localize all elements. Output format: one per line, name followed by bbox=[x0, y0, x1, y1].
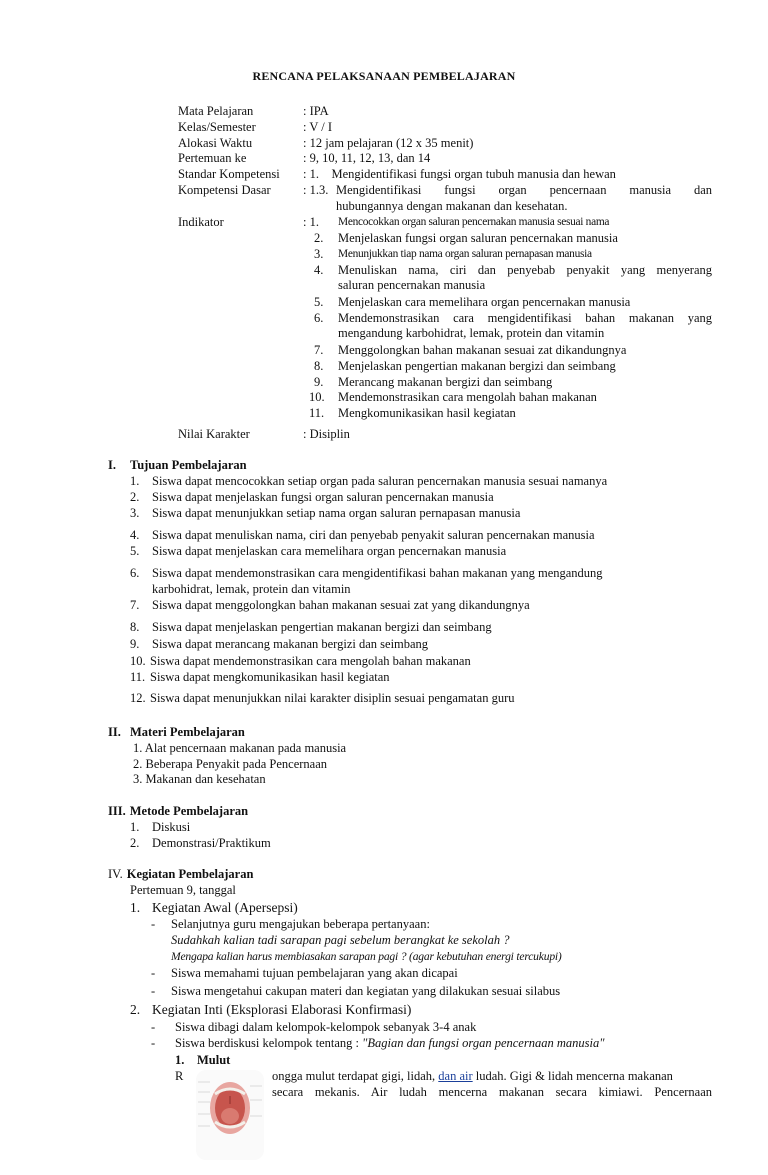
bullet-text: Selanjutnya guru mengajukan beberapa pertanyaan: bbox=[171, 917, 430, 931]
item-text: Siswa dapat mendemonstrasikan cara mengidentifikasi bahan makanan yang mengandung bbox=[152, 566, 603, 580]
kd-word: fungsi bbox=[444, 183, 476, 197]
item-text: karbohidrat, lemak, protein dan vitamin bbox=[152, 582, 351, 596]
kd-word: Mengidentifikasi bbox=[336, 183, 422, 197]
indicator-number: : 1. bbox=[303, 215, 319, 229]
indicator-number: 11. bbox=[309, 406, 325, 420]
sub-number: 1. bbox=[175, 1053, 185, 1067]
item-number: 2. bbox=[130, 836, 140, 850]
bullet-dash: - bbox=[151, 984, 156, 998]
kd-prefix: : 1.3. bbox=[303, 183, 329, 197]
section-kegiatan-heading bbox=[108, 867, 253, 883]
item-number: 2. bbox=[130, 490, 140, 504]
list-item: 1. Alat pencernaan makanan pada manusia bbox=[133, 741, 347, 755]
value-pertemuan: : 9, 10, 11, 12, 13, dan 14 bbox=[303, 151, 431, 165]
question-line: Mengapa kalian harus membiasakan sarapan pagi ? (agar kebutuhan energi tercukupi) bbox=[171, 950, 562, 963]
item-number: 1. bbox=[130, 820, 140, 834]
list-item bbox=[130, 506, 520, 522]
step-text: Kegiatan Inti (Eksplorasi Elaborasi Konfirmasi) bbox=[152, 1002, 412, 1017]
indicator-number: 8. bbox=[314, 359, 324, 373]
mouth-diagram-image bbox=[196, 1070, 264, 1160]
indicator-number: 6. bbox=[314, 311, 324, 325]
indicator-text: mengandung karbohidrat, lemak, protein dan vitamin bbox=[338, 326, 605, 340]
list-item bbox=[130, 598, 530, 614]
item-number: 11. bbox=[130, 670, 146, 684]
bullet-item bbox=[151, 966, 458, 982]
indicator-number: 10. bbox=[309, 390, 325, 404]
item-number: 6. bbox=[130, 566, 140, 580]
indicator-number: 2. bbox=[314, 231, 324, 245]
list-item bbox=[130, 637, 428, 653]
list-item bbox=[130, 820, 190, 836]
list-item bbox=[130, 528, 595, 544]
list-item bbox=[130, 654, 471, 670]
subheading-mulut bbox=[175, 1053, 230, 1069]
bullet-dash: - bbox=[151, 966, 156, 980]
value-mata-pelajaran: : IPA bbox=[303, 104, 329, 118]
list-item-continuation bbox=[152, 582, 351, 598]
section-materi-heading bbox=[108, 725, 245, 741]
inline-link-dan-air[interactable]: dan air bbox=[438, 1069, 473, 1083]
item-text: Demonstrasi/Praktikum bbox=[152, 836, 271, 850]
kd-word: manusia bbox=[629, 183, 672, 197]
item-text: Siswa dapat mencocokkan setiap organ pada saluran pencernakan manusia sesuai namanya bbox=[152, 474, 608, 488]
kd-word: organ bbox=[498, 183, 527, 197]
item-number: 5. bbox=[130, 544, 140, 558]
section-title: Materi Pembelajaran bbox=[130, 725, 245, 739]
para-text: ongga mulut terdapat gigi, lidah, bbox=[272, 1069, 439, 1083]
item-text: Siswa dapat menunjukkan nilai karakter disiplin sesuai pengamatan guru bbox=[150, 691, 515, 705]
section-number: III. bbox=[108, 804, 126, 818]
item-text: Siswa dapat menunjukkan setiap nama organ saluran pernapasan manusia bbox=[152, 506, 521, 520]
kd-word: pencernaan bbox=[549, 183, 607, 197]
value-standar-kompetensi: : 1. Mengidentifikasi fungsi organ tubuh manusia dan hewan bbox=[303, 167, 616, 181]
label-kelas-semester: Kelas/Semester bbox=[178, 120, 256, 134]
mouth-diagram-icon bbox=[196, 1070, 264, 1160]
step-2 bbox=[130, 1002, 411, 1018]
item-text: Siswa dapat mengkomunikasikan hasil kegiatan bbox=[150, 670, 390, 684]
indicator-text: Merancang makanan bergizi dan seimbang bbox=[338, 375, 553, 389]
list-item bbox=[130, 670, 390, 686]
item-text: Diskusi bbox=[152, 820, 191, 834]
bullet-dash: - bbox=[151, 1036, 156, 1050]
list-item bbox=[130, 566, 603, 582]
item-number: 1. bbox=[130, 474, 140, 488]
kd-text-justified bbox=[336, 183, 712, 199]
para-text: ludah. Gigi & lidah mencerna makanan bbox=[472, 1069, 673, 1083]
step-number: 2. bbox=[130, 1002, 141, 1017]
section-title: Tujuan Pembelajaran bbox=[130, 458, 247, 472]
indicator-number: 5. bbox=[314, 295, 324, 309]
bullet-dash: - bbox=[151, 917, 156, 931]
section-number: IV. bbox=[108, 867, 123, 881]
item-text: Siswa dapat menggolongkan bahan makanan sesuai zat yang dikandungnya bbox=[152, 598, 530, 612]
kd-continuation: hubungannya dengan makanan dan kesehatan. bbox=[336, 199, 568, 213]
indicator-text: Menggolongkan bahan makanan sesuai zat dikandungnya bbox=[338, 343, 627, 357]
indicator-number: 3. bbox=[314, 247, 324, 261]
indicator-text: saluran pencernakan manusia bbox=[338, 278, 486, 292]
item-number: 4. bbox=[130, 528, 140, 542]
question-line: Sudahkah kalian tadi sarapan pagi sebelum berangkat ke sekolah ? bbox=[171, 933, 510, 947]
item-number: 7. bbox=[130, 598, 140, 612]
list-item: 3. Makanan dan kesehatan bbox=[133, 772, 266, 786]
item-text: Siswa dapat menjelaskan cara memelihara organ pencernakan manusia bbox=[152, 544, 507, 558]
indicator-text: Menuliskan nama, ciri dan penyebab penyakit yang menyerang bbox=[338, 263, 712, 277]
section-title: Kegiatan Pembelajaran bbox=[126, 867, 254, 881]
step-1 bbox=[130, 900, 298, 916]
para-line-1 bbox=[272, 1069, 673, 1085]
bullet-item bbox=[151, 917, 430, 933]
label-standar-kompetensi: Standar Kompetensi bbox=[178, 167, 280, 181]
item-number: 3. bbox=[130, 506, 140, 520]
list-item bbox=[130, 490, 494, 506]
item-text: Siswa dapat menuliskan nama, ciri dan penyebab penyakit saluran pencernakan manusia bbox=[152, 528, 595, 542]
indicator-text: Mencocokkan organ saluran pencernakan manusia sesuai nama bbox=[338, 216, 610, 228]
section-number: I. bbox=[108, 458, 116, 472]
bullet-text: Siswa dibagi dalam kelompok-kelompok sebanyak 3-4 anak bbox=[175, 1020, 477, 1034]
item-text: Siswa dapat menjelaskan fungsi organ saluran pencernakan manusia bbox=[152, 490, 494, 504]
indicator-text: Mendemonstrasikan cara mengolah bahan makanan bbox=[338, 390, 597, 404]
bullet-text: Siswa berdiskusi kelompok tentang : bbox=[175, 1036, 363, 1050]
list-item: 2. Beberapa Penyakit pada Pencernaan bbox=[133, 757, 328, 771]
sub-title: Mulut bbox=[197, 1053, 231, 1067]
indicator-text: Mengkomunikasikan hasil kegiatan bbox=[338, 406, 516, 420]
item-text: Siswa dapat merancang makanan bergizi dan seimbang bbox=[152, 637, 429, 651]
list-item bbox=[130, 836, 271, 852]
indicator-text: Menjelaskan fungsi organ saluran pencernakan manusia bbox=[338, 231, 618, 245]
section-title: Metode Pembelajaran bbox=[129, 804, 249, 818]
para-dropcap: R bbox=[175, 1069, 184, 1083]
kd-word: dan bbox=[693, 183, 712, 197]
item-text: Siswa dapat mendemonstrasikan cara mengolah bahan makanan bbox=[150, 654, 471, 668]
label-indikator: Indikator bbox=[178, 215, 224, 229]
bullet-text: Siswa mengetahui cakupan materi dan kegiatan yang dilakukan sesuai silabus bbox=[171, 984, 561, 998]
section-tujuan-heading bbox=[108, 458, 247, 474]
list-item bbox=[130, 620, 492, 636]
para-line-2: secara mekanis. Air ludah mencerna makanan secara kimiawi. Pencernaan bbox=[272, 1085, 712, 1099]
indicator-number: 9. bbox=[314, 375, 324, 389]
item-number: 10. bbox=[130, 654, 146, 668]
item-text: Siswa dapat menjelaskan pengertian makanan bergizi dan seimbang bbox=[152, 620, 492, 634]
label-alokasi-waktu: Alokasi Waktu bbox=[178, 136, 253, 150]
item-number: 9. bbox=[130, 637, 140, 651]
label-mata-pelajaran: Mata Pelajaran bbox=[178, 104, 254, 118]
value-kelas-semester: : V / I bbox=[303, 120, 333, 134]
value-alokasi-waktu: : 12 jam pelajaran (12 x 35 menit) bbox=[303, 136, 474, 150]
label-kompetensi-dasar: Kompetensi Dasar bbox=[178, 183, 271, 197]
indicator-text: Menjelaskan cara memelihara organ pencernakan manusia bbox=[338, 295, 631, 309]
indicator-number: 7. bbox=[314, 343, 324, 357]
step-text: Kegiatan Awal (Apersepsi) bbox=[152, 900, 298, 915]
item-number: 8. bbox=[130, 620, 140, 634]
meeting-label: Pertemuan 9, tanggal bbox=[130, 883, 236, 897]
list-item bbox=[130, 691, 515, 707]
item-number: 12. bbox=[130, 691, 146, 705]
section-number: II. bbox=[108, 725, 121, 739]
indicator-text: Menjelaskan pengertian makanan bergizi dan seimbang bbox=[338, 359, 616, 373]
bullet-item bbox=[151, 1036, 604, 1052]
indicator-number: 4. bbox=[314, 263, 324, 277]
label-nilai-karakter: Nilai Karakter bbox=[178, 427, 250, 441]
page-title: RENCANA PELAKSANAAN PEMBELAJARAN bbox=[252, 69, 516, 83]
list-item bbox=[130, 474, 607, 490]
label-pertemuan: Pertemuan ke bbox=[178, 151, 247, 165]
bullet-dash: - bbox=[151, 1020, 156, 1034]
section-metode-heading bbox=[108, 804, 248, 820]
value-nilai-karakter: : Disiplin bbox=[303, 427, 350, 441]
bullet-text: Siswa memahami tujuan pembelajaran yang akan dicapai bbox=[171, 966, 458, 980]
bullet-item bbox=[151, 1020, 476, 1036]
bullet-item bbox=[151, 984, 560, 1000]
bullet-topic: "Bagian dan fungsi organ pencernaan manusia" bbox=[362, 1036, 605, 1050]
indicator-text: Menunjukkan tiap nama organ saluran pernapasan manusia bbox=[338, 248, 592, 260]
list-item bbox=[130, 544, 506, 560]
step-number: 1. bbox=[130, 900, 141, 915]
indicator-text: Mendemonstrasikan cara mengidentifikasi bahan makanan yang bbox=[338, 311, 712, 325]
